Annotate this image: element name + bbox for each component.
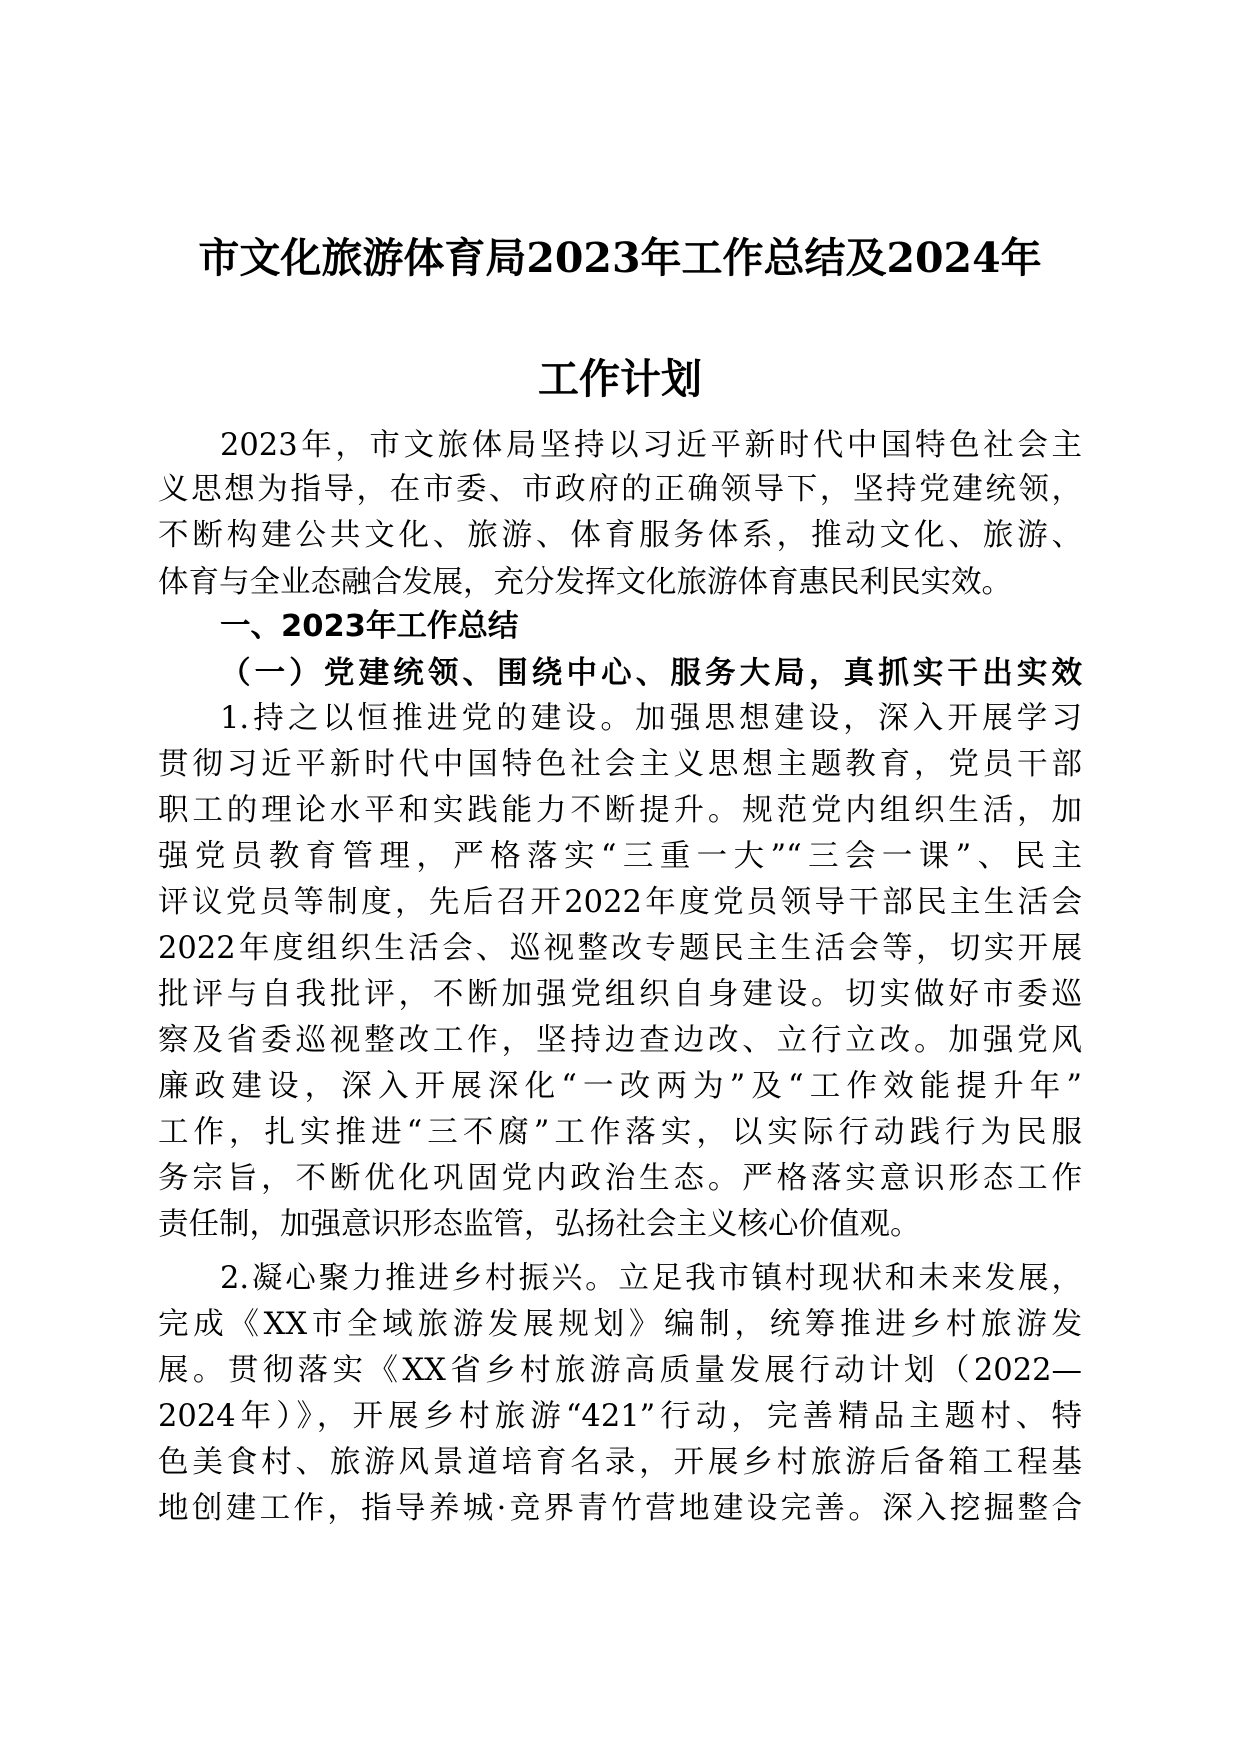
item1-line: 2022年度组织生活会、巡视整改专题民主生活会等，切实开展 (158, 931, 1082, 966)
item2-line: 2024年）》，开展乡村旅游“421”行动，完善精品主题村、特 (158, 1399, 1082, 1434)
item1-line: 职工的理论水平和实践能力不断提升。规范党内组织生活，加 (158, 793, 1082, 828)
item2-line: 地创建工作，指导养城·竞界青竹营地建设完善。深入挖掘整合 (158, 1491, 1082, 1526)
section-heading: 一、2023年工作总结 (220, 609, 519, 644)
item2-line: 2.凝心聚力推进乡村振兴。立足我市镇村现状和未来发展， (220, 1261, 1082, 1296)
intro-line: 义思想为指导，在市委、市政府的正确领导下，坚持党建统领， (158, 472, 1082, 507)
document-title-line-2: 工作计划 (538, 355, 702, 403)
item1-line: 察及省委巡视整改工作，坚持边查边改、立行立改。加强党风 (158, 1023, 1082, 1058)
intro-line: 2023年，市文旅体局坚持以习近平新时代中国特色社会主 (220, 428, 1082, 463)
intro-line: 体育与全业态融合发展，充分发挥文化旅游体育惠民利民实效。 (158, 565, 1012, 600)
intro-line: 不断构建公共文化、旅游、体育服务体系，推动文化、旅游、 (158, 518, 1082, 553)
item1-line: 务宗旨，不断优化巩固党内政治生态。严格落实意识形态工作 (158, 1161, 1082, 1196)
item1-line: 贯彻习近平新时代中国特色社会主义思想主题教育，党员干部 (158, 747, 1082, 782)
item1-line: 工作，扎实推进“三不腐”工作落实，以实际行动践行为民服 (158, 1115, 1082, 1150)
item1-line: 廉政建设，深入开展深化“一改两为”及“工作效能提升年” (158, 1069, 1082, 1104)
item1-line: 责任制，加强意识形态监管，弘扬社会主义核心价值观。 (158, 1207, 921, 1242)
item2-line: 完成《XX市全域旅游发展规划》编制，统筹推进乡村旅游发 (158, 1307, 1082, 1342)
item1-line: 1.持之以恒推进党的建设。加强思想建设，深入开展学习 (220, 701, 1082, 736)
item1-line: 强党员教育管理，严格落实“三重一大”“三会一课”、民主 (158, 839, 1082, 874)
item1-line: 批评与自我批评，不断加强党组织自身建设。切实做好市委巡 (158, 977, 1082, 1012)
document-title-line-1: 市文化旅游体育局2023年工作总结及2024年 (198, 234, 1042, 282)
item2-line: 色美食村、旅游风景道培育名录，开展乡村旅游后备箱工程基 (158, 1445, 1082, 1480)
item1-line: 评议党员等制度，先后召开2022年度党员领导干部民主生活会 (158, 885, 1082, 920)
subsection-heading: （一）党建统领、围绕中心、服务大局，真抓实干出实效 (220, 655, 1082, 691)
item2-line: 展。贯彻落实《XX省乡村旅游高质量发展行动计划（2022— (158, 1353, 1082, 1388)
